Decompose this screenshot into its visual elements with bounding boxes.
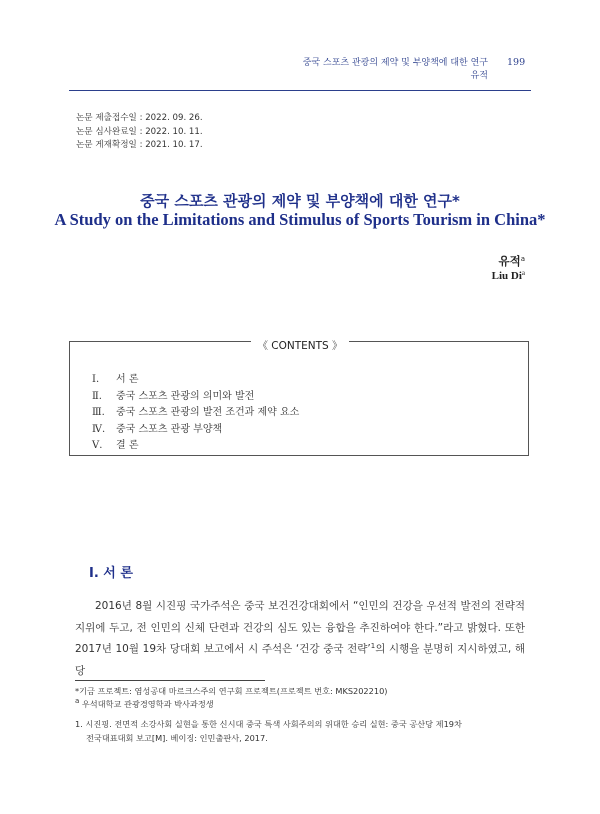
- toc-number: Ⅰ.: [92, 374, 100, 385]
- running-header: [290, 57, 488, 83]
- toc-number: Ⅱ.: [92, 390, 102, 402]
- running-author: 유적: [470, 71, 488, 81]
- toc-label: 중국 스포츠 관광 부양책: [116, 423, 223, 435]
- date-reviewed: 논문 심사완료일 : 2022. 10. 11.: [76, 126, 203, 137]
- toc-item: [92, 389, 299, 406]
- submission-dates: [76, 112, 203, 153]
- contents-heading-text: 《 CONTENTS 》: [251, 340, 348, 352]
- footnotes-funding: [75, 685, 387, 711]
- affiliation-note: [75, 698, 387, 711]
- footnote-reference: 1: [370, 642, 376, 650]
- toc-number: Ⅴ.: [92, 440, 103, 451]
- toc-label: 결 론: [116, 440, 139, 451]
- author-name-english: [492, 270, 525, 282]
- paper-title-korean: 중국 스포츠 관광의 제약 및 부양책에 대한 연구*: [140, 192, 460, 210]
- affiliation-note-mark: a: [75, 697, 80, 705]
- toc-item: [92, 405, 299, 422]
- affiliation-note-text: 우석대학교 관광경영학과 박사과정생: [79, 699, 214, 709]
- date-submitted: 논문 제출접수일 : 2022. 09. 26.: [76, 113, 203, 123]
- body-paragraph: [75, 596, 525, 682]
- author-affiliation-mark: a: [520, 255, 525, 263]
- toc-label: 중국 스포츠 관광의 발전 조건과 제약 요소: [116, 407, 300, 418]
- running-title: 중국 스포츠 관광의 제약 및 부양책에 대한 연구: [302, 58, 488, 68]
- contents-heading: [0, 334, 600, 353]
- footnote-1: [75, 717, 535, 745]
- date-accepted: 논문 게재확정일 : 2021. 10. 17.: [76, 140, 203, 150]
- author-name-korean: [498, 253, 525, 269]
- section-heading: Ⅰ. 서 론: [89, 566, 133, 581]
- toc-item: [92, 422, 299, 439]
- paragraph-text-continued: 의 시행을 분명히 지시하였고, 해당: [75, 643, 525, 677]
- page-number: 199: [507, 57, 526, 68]
- paragraph-text: 2016년 8월 시진핑 국가주석은 중국 보건건강대회에서 “인민의 건강을 우선적 발전의 전략적 지위에 두고, 전 인민의 신체 단련과 건강의 심도 있는 융합을 추진하여야 한다.”라고 밝혔다. 또한 2017년 10월 19차 당대회 보고에서 시 주석은 ‘건강 중국 전략’: [75, 600, 525, 655]
- toc-number: Ⅳ.: [92, 423, 106, 435]
- toc-item: [92, 438, 299, 455]
- paper-title-english: A Study on the Limitations and Stimulus of Sports Tourism in China*: [54, 210, 546, 229]
- toc-label: 서 론: [116, 374, 139, 385]
- funding-note: *기금 프로젝트: 염성공대 마르크스주의 연구회 프로젝트(프로젝트 번호: MKS202210): [75, 686, 388, 696]
- footnote-divider: [75, 680, 265, 681]
- toc-number: Ⅲ.: [92, 407, 105, 418]
- author-english-affiliation-mark: a: [521, 269, 525, 277]
- footnote-1-line1: 1. 시진핑. 전면적 소강사회 실현을 통한 신시대 중국 특색 사회주의의 위대한 승리 실현: 중국 공산당 제19차: [75, 719, 462, 729]
- toc-label: 중국 스포츠 관광의 의미와 발전: [116, 390, 255, 402]
- header-divider: [69, 90, 531, 91]
- toc-item: [92, 372, 299, 389]
- table-of-contents: [92, 372, 299, 455]
- author-english-text: Liu Di: [491, 270, 522, 282]
- footnote-1-line2: 전국대표대회 보고[M]. 베이징: 인민출판사, 2017.: [86, 733, 268, 743]
- author-korean-text: 유적: [498, 254, 521, 268]
